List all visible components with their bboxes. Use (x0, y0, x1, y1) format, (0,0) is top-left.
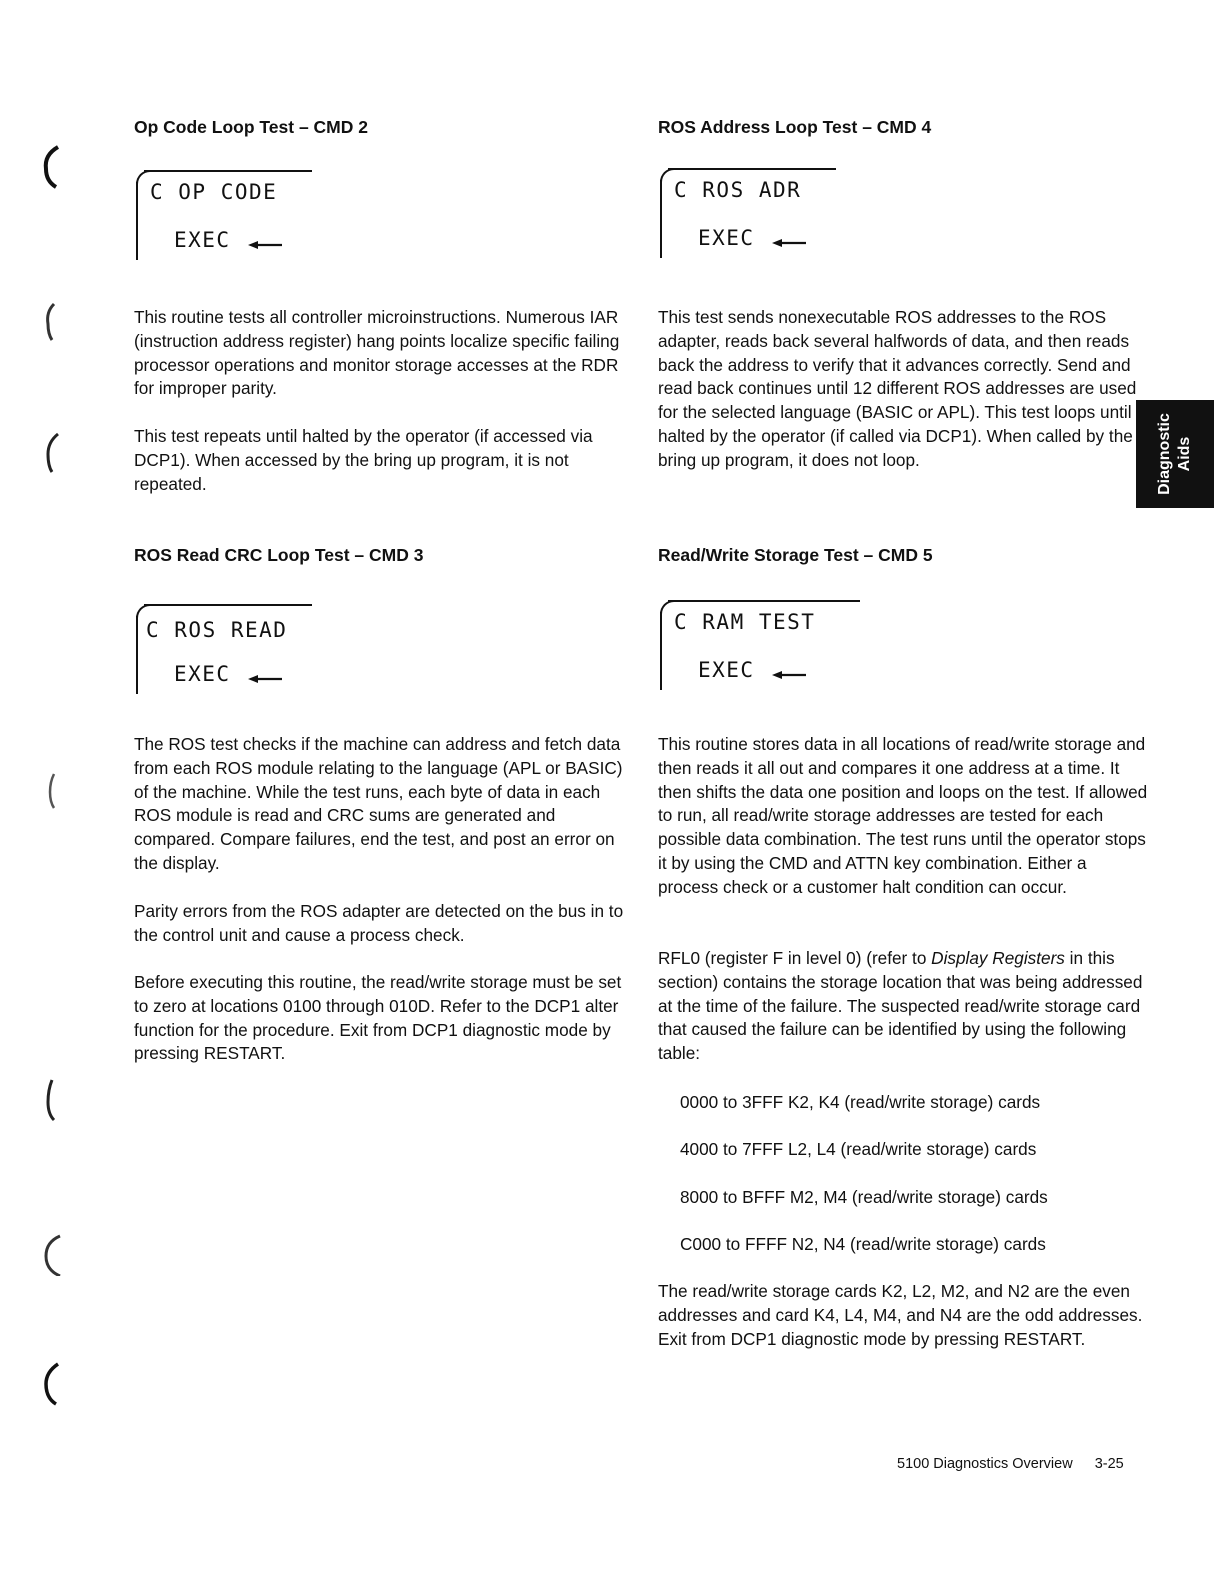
ros-read-para-1: The ROS test checks if the machine can address and fetch data from each ROS module relating to the language (APL or BASIC) of the machine. While the test runs, each byte of data in each ROS module is read and CRC sums are generated and compared. Compare failures, end the test, and post an error on the display. (134, 734, 623, 873)
ros-read-para-3: Before executing this routine, the read/write storage must be set to zero at locations 0100 through 010D. Refer to the DCP1 alter function for the procedure. Exit from DCP1 diagnostic mode by pressing RESTART. (134, 972, 622, 1064)
rw-storage-screen-line2: EXEC (698, 658, 755, 682)
binder-hole-mark-icon (40, 1078, 64, 1122)
ros-address-para-1: This test sends nonexecutable ROS addresses to the ROS adapter, reads back several halfwords of data, and then reads back the address to verify that it advances correctly. Send and read back continues until 12 different ROS addresses are used for the selected language (BASIC or APL). This test loops until halted by the operator (if called via DCP1). When called by the bring up program, it does not loop. (658, 307, 1137, 470)
binder-hole-mark-icon (40, 430, 64, 474)
ros-read-para-2: Parity errors from the ROS adapter are detected on the bus in to the control unit and cause a process check. (134, 901, 624, 945)
page-footer (897, 1456, 1124, 1472)
rw-storage-screen-line1: C RAM TEST (674, 610, 816, 634)
left-arrow-icon (772, 670, 808, 680)
left-arrow-icon (248, 240, 284, 250)
page-number: 3-25 (1094, 1456, 1124, 1472)
ros-address-screen (660, 168, 845, 260)
op-code-screen (136, 170, 321, 262)
footer-title: 5100 Diagnostics Overview (897, 1456, 1073, 1472)
binder-hole-mark-icon (40, 768, 64, 812)
storage-table-row: 0000 to 3FFF K2, K4 (read/write storage) cards (680, 1092, 1041, 1112)
ros-address-screen-line2: EXEC (698, 226, 755, 250)
tab-label-line1: Diagnostic (1156, 413, 1173, 495)
binder-hole-mark-icon (40, 145, 64, 189)
ros-address-heading: ROS Address Loop Test – CMD 4 (658, 117, 932, 137)
ros-read-screen-line1: C ROS READ (146, 618, 288, 642)
ros-read-screen-line2: EXEC (174, 662, 231, 686)
storage-table-row: 8000 to BFFF M2, M4 (read/write storage) cards (680, 1187, 1048, 1207)
rw-storage-screen (660, 600, 845, 692)
op-code-para-1: This routine tests all controller microinstructions. Numerous IAR (instruction address register) hang points localize specific failing processor operations and monitor storage accesses at the RDR for improper parity. (134, 307, 620, 399)
ros-address-screen-line1: C ROS ADR (674, 178, 802, 202)
binder-hole-mark-icon (40, 1232, 64, 1276)
op-code-screen-line1: C OP CODE (150, 180, 278, 204)
diagnostic-aids-tab (1136, 400, 1214, 508)
op-code-para-2: This test repeats until halted by the operator (if accessed via DCP1). When accessed by the bring up program, it is not repeated. (134, 426, 593, 494)
left-arrow-icon (248, 674, 284, 684)
rw-storage-para-1: This routine stores data in all locations of read/write storage and then reads it all out and compares it one address at a time. It then shifts the data one position and loops on the test. If allowed to run, all read/write storage addresses are tested for each possible data combination. The test runs until the operator stops it by using the CMD and ATTN key combination. Either a process check or a customer halt condition can occur. (658, 734, 1148, 897)
display-registers-reference: Display Registers (931, 948, 1065, 968)
rw-storage-para-2: RFL0 (register F in level 0) (refer to Display Registers in this section) contains the storage location that was being addressed at the time of the failure. The suspected read/write storage card that caused the failure can be identified by using the following table: (658, 948, 1143, 1064)
op-code-heading: Op Code Loop Test – CMD 2 (134, 117, 368, 137)
storage-table-row: 4000 to 7FFF L2, L4 (read/write storage) cards (680, 1139, 1037, 1159)
storage-table-row: C000 to FFFF N2, N4 (read/write storage) cards (680, 1234, 1046, 1254)
rw-storage-para-3: The read/write storage cards K2, L2, M2, and N2 are the even addresses and card K4, L4, M4, and N4 are the odd addresses. Exit from DCP1 diagnostic mode by pressing RESTART. (658, 1281, 1143, 1349)
binder-hole-mark-icon (40, 1362, 64, 1406)
ros-read-screen (136, 604, 321, 696)
binder-hole-mark-icon (40, 300, 64, 344)
tab-label-line2: Aids (1176, 436, 1193, 472)
left-arrow-icon (772, 238, 808, 248)
ros-read-heading: ROS Read CRC Loop Test – CMD 3 (134, 545, 424, 565)
op-code-screen-line2: EXEC (174, 228, 231, 252)
rw-storage-heading: Read/Write Storage Test – CMD 5 (658, 545, 933, 565)
